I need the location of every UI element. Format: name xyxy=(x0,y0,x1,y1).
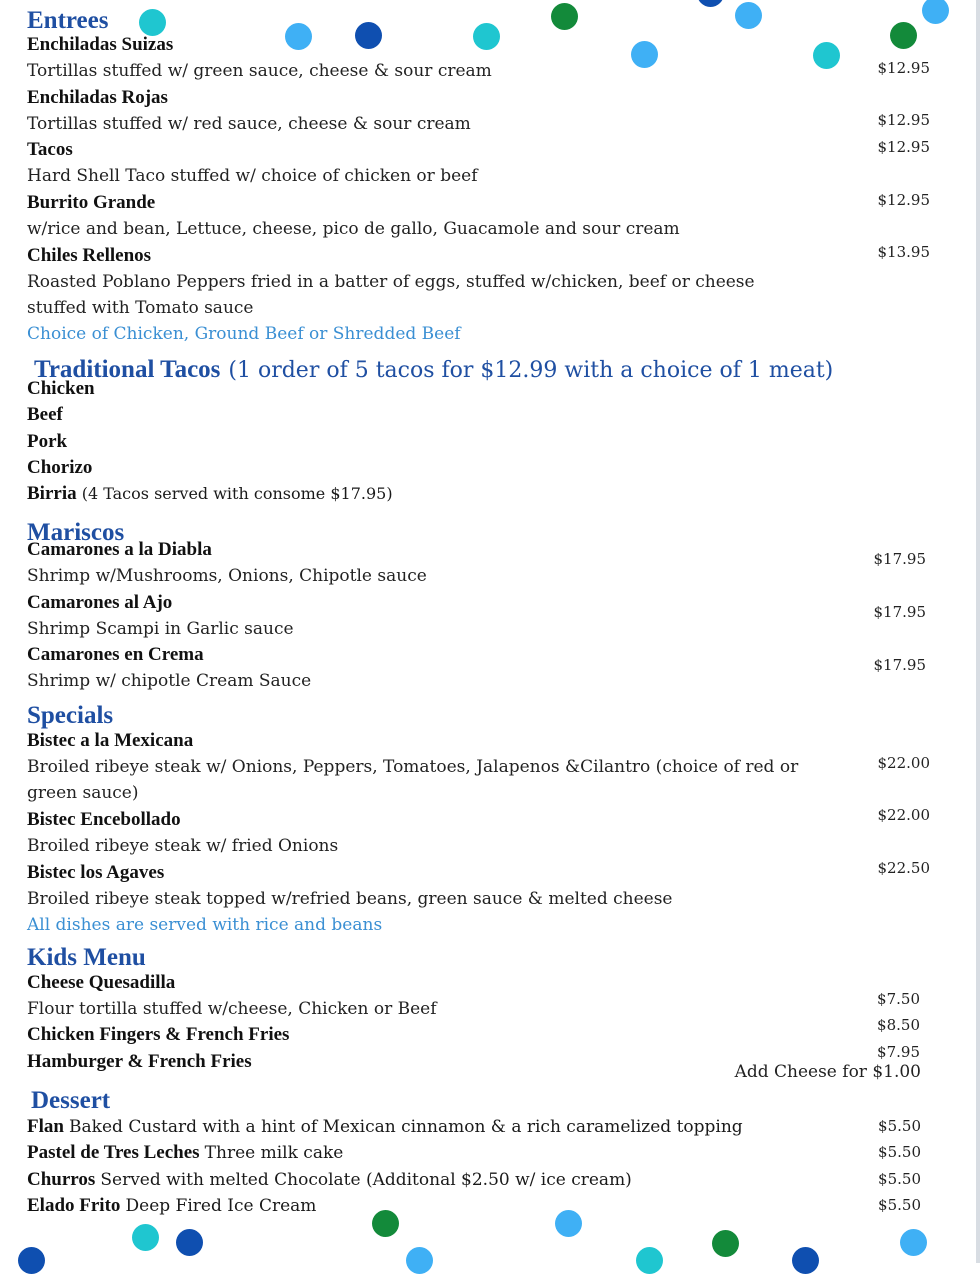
tacos-heading-note: (1 order of 5 tacos for $12.99 with a choice of 1 meat) xyxy=(228,358,834,383)
dot-decoration xyxy=(922,0,949,24)
dessert-heading: Dessert xyxy=(31,1087,111,1114)
dot-decoration xyxy=(355,22,382,49)
dessert-item xyxy=(27,1116,743,1138)
menu-item-name: Camarones en Crema xyxy=(27,644,204,665)
menu-item-desc: Shrimp w/ chipotle Cream Sauce xyxy=(27,671,312,691)
specials-heading: Specials xyxy=(27,702,114,729)
birria-note: (4 Tacos served with consome $17.95) xyxy=(81,484,393,503)
menu-item-price: $12.95 xyxy=(877,191,930,209)
menu-item-price: $17.95 xyxy=(873,603,926,621)
menu-item-price: $12.95 xyxy=(877,59,930,77)
menu-item-name: Flan xyxy=(27,1116,64,1137)
menu-item-name: Cheese Quesadilla xyxy=(27,972,176,993)
menu-item-desc: Deep Fired Ice Cream xyxy=(125,1196,317,1216)
specials-note: All dishes are served with rice and beans xyxy=(27,915,383,935)
menu-item-name: Bistec Encebollado xyxy=(27,809,181,830)
dot-decoration xyxy=(900,1229,927,1256)
menu-item-name: Chicken Fingers & French Fries xyxy=(27,1024,290,1045)
menu-item-price: $17.95 xyxy=(873,656,926,674)
menu-item-desc: Flour tortilla stuffed w/cheese, Chicken or Beef xyxy=(27,999,437,1019)
dot-decoration xyxy=(712,1230,739,1257)
menu-item-desc: Hard Shell Taco stuffed w/ choice of chicken or beef xyxy=(27,166,478,186)
dot-decoration xyxy=(406,1247,433,1274)
dot-decoration xyxy=(176,1229,203,1256)
menu-item-price: $22.50 xyxy=(877,859,930,877)
mariscos-heading: Mariscos xyxy=(27,519,125,546)
dot-decoration xyxy=(636,1247,663,1274)
menu-item-desc-cont: green sauce) xyxy=(27,783,139,803)
tacos-heading-title: Traditional Tacos xyxy=(34,356,221,383)
dot-decoration xyxy=(285,23,312,50)
menu-item-desc-cont: stuffed with Tomato sauce xyxy=(27,298,254,318)
menu-item-price: $5.50 xyxy=(878,1170,921,1188)
menu-item-name: Elado Frito xyxy=(27,1195,121,1216)
dot-decoration xyxy=(18,1247,45,1274)
menu-item-price: $12.95 xyxy=(877,111,930,129)
menu-item-desc: Shrimp w/Mushrooms, Onions, Chipotle sauce xyxy=(27,566,427,586)
menu-item-price: $13.95 xyxy=(877,243,930,261)
menu-item-desc: Baked Custard with a hint of Mexican cinnamon & a rich caramelized topping xyxy=(69,1117,743,1137)
dot-decoration xyxy=(890,22,917,49)
menu-item-name: Camarones al Ajo xyxy=(27,592,173,613)
entrees-heading: Entrees xyxy=(27,7,109,34)
menu-item-desc: Roasted Poblano Peppers fried in a batter of eggs, stuffed w/chicken, beef or cheese xyxy=(27,272,755,292)
menu-item-price: $7.50 xyxy=(877,990,920,1008)
dot-decoration xyxy=(792,1247,819,1274)
taco-meat: Beef xyxy=(27,404,63,425)
menu-item-desc: Tortillas stuffed w/ green sauce, cheese & sour cream xyxy=(27,61,492,81)
taco-meat: Chicken xyxy=(27,378,95,399)
menu-item-desc: Broiled ribeye steak w/ fried Onions xyxy=(27,836,339,856)
menu-item-name: Chiles Rellenos xyxy=(27,245,152,266)
taco-meat: Pork xyxy=(27,431,68,452)
menu-item-name: Pastel de Tres Leches xyxy=(27,1142,200,1163)
dot-decoration xyxy=(551,3,578,30)
menu-item-name: Burrito Grande xyxy=(27,192,156,213)
menu-item-price: $5.50 xyxy=(878,1117,921,1135)
dot-decoration xyxy=(473,23,500,50)
dot-decoration xyxy=(132,1224,159,1251)
dot-decoration xyxy=(139,9,166,36)
dot-decoration xyxy=(813,42,840,69)
menu-item-name: Tacos xyxy=(27,139,73,160)
kids-addon: Add Cheese for $1.00 xyxy=(734,1062,921,1082)
menu-item-name: Bistec a la Mexicana xyxy=(27,730,194,751)
taco-meat: Birria xyxy=(27,483,77,504)
menu-item-price: $12.95 xyxy=(877,138,930,156)
menu-item-desc: w/rice and bean, Lettuce, cheese, pico de gallo, Guacamole and sour cream xyxy=(27,219,680,239)
tacos-heading xyxy=(34,356,833,384)
kids-heading: Kids Menu xyxy=(27,944,146,971)
menu-item-price: $7.95 xyxy=(877,1043,920,1061)
menu-item-desc: Broiled ribeye steak w/ Onions, Peppers, Tomatoes, Jalapenos &Cilantro (choice of red or xyxy=(27,757,799,777)
dot-decoration xyxy=(555,1210,582,1237)
dot-decoration xyxy=(372,1210,399,1237)
entrees-note: Choice of Chicken, Ground Beef or Shredded Beef xyxy=(27,324,461,344)
page-edge xyxy=(976,0,980,1263)
menu-item-name: Enchiladas Suizas xyxy=(27,34,174,55)
menu-item-price: $5.50 xyxy=(878,1143,921,1161)
menu-item-price: $5.50 xyxy=(878,1196,921,1214)
menu-item-name: Hamburger & French Fries xyxy=(27,1051,252,1072)
menu-item-price: $22.00 xyxy=(877,754,930,772)
taco-meat-birria xyxy=(27,483,393,505)
dot-decoration xyxy=(697,0,724,7)
menu-item-desc: Three milk cake xyxy=(204,1143,344,1163)
menu-item-price: $17.95 xyxy=(873,550,926,568)
menu-item-name: Enchiladas Rojas xyxy=(27,87,168,108)
menu-item-price: $8.50 xyxy=(877,1016,920,1034)
menu-item-name: Bistec los Agaves xyxy=(27,862,165,883)
menu-item-desc: Shrimp Scampi in Garlic sauce xyxy=(27,619,294,639)
menu-item-desc: Served with melted Chocolate (Additonal $2.50 w/ ice cream) xyxy=(100,1170,632,1190)
menu-item-desc: Broiled ribeye steak topped w/refried beans, green sauce & melted cheese xyxy=(27,889,673,909)
dessert-item xyxy=(27,1169,632,1191)
taco-meat: Chorizo xyxy=(27,457,93,478)
dessert-item xyxy=(27,1195,316,1217)
menu-item-desc: Tortillas stuffed w/ red sauce, cheese & sour cream xyxy=(27,114,471,134)
dot-decoration xyxy=(631,41,658,68)
dot-decoration xyxy=(735,2,762,29)
menu-item-name: Churros xyxy=(27,1169,96,1190)
menu-item-price: $22.00 xyxy=(877,806,930,824)
menu-item-name: Camarones a la Diabla xyxy=(27,539,212,560)
dessert-item xyxy=(27,1142,343,1164)
